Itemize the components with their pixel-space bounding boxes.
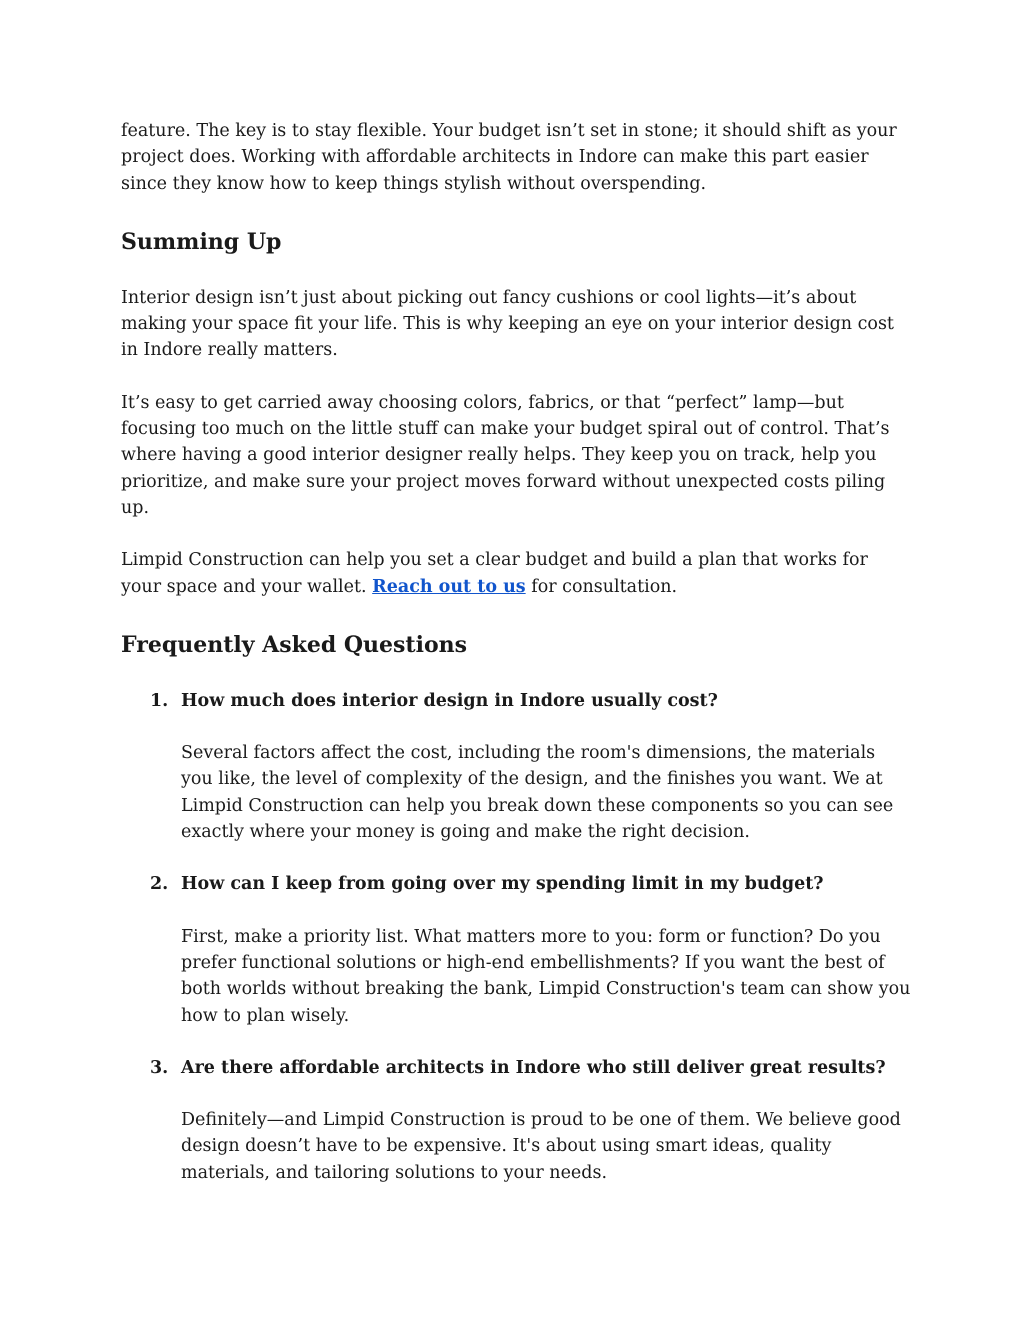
faq-question-1: How much does interior design in Indore usually cost?: [181, 690, 718, 711]
faq-answer-1: Several factors affect the cost, including the room's dimensions, the materials you like, the level of complexity of the design, and the finishes you want. We at Limpid Construction can help you break down these components so you can see exactly where your money is going and make the right decision.: [181, 743, 894, 843]
reach-out-link[interactable]: Reach out to us: [372, 576, 526, 597]
faq-item-2: [121, 871, 911, 1028]
faq-number-3: 3.: [150, 1057, 169, 1078]
faq-list: [121, 688, 911, 1186]
faq-number-1: 1.: [150, 690, 169, 711]
summing-up-paragraph-3: [121, 547, 911, 600]
summing-up-paragraph-2: It’s easy to get carried away choosing colors, fabrics, or that “perfect” lamp—but focusing too much on the little stuff can make your budget spiral out of control. That’s where having a good interior designer really helps. They keep you on track, help you prioritize, and make sure your project moves forward without unexpected costs piling up.: [121, 392, 890, 518]
faq-answer-3: Definitely—and Limpid Construction is proud to be one of them. We believe good design doesn’t have to be expensive. It's about using smart ideas, quality materials, and tailoring solutions to your needs.: [181, 1110, 901, 1183]
intro-paragraph: feature. The key is to stay flexible. Your budget isn’t set in stone; it should shift as your project does. Working with affordable architects in Indore can make this part easier since they know how to keep things stylish without overspending.: [121, 121, 897, 194]
faq-question-3: Are there affordable architects in Indore who still deliver great results?: [181, 1057, 886, 1078]
summing-up-paragraph-1: Interior design isn’t just about picking out fancy cushions or cool lights—it’s about making your space fit your life. This is why keeping an eye on your interior design cost in Indore really matters.: [121, 287, 894, 361]
paragraph-3-text-after: for consultation.: [525, 576, 678, 597]
faq-question-2: How can I keep from going over my spending limit in my budget?: [181, 874, 824, 895]
faq-heading: Frequently Asked Questions: [121, 631, 468, 658]
summing-up-heading: Summing Up: [121, 228, 282, 255]
paragraph-3-text-before: Limpid Construction can help you set a clear budget and build a plan that works for your space and your wallet.: [121, 550, 868, 597]
faq-item-3: [121, 1055, 911, 1186]
faq-number-2: 2.: [150, 874, 169, 895]
faq-item-1: [121, 688, 911, 845]
document-page: [121, 118, 911, 1186]
faq-answer-2: First, make a priority list. What matters more to you: form or function? Do you prefer functional solutions or high-end embellishments? If you want the best of both worlds without breaking the bank, Limpid Construction's team can show you how to plan wisely.: [181, 926, 911, 1026]
